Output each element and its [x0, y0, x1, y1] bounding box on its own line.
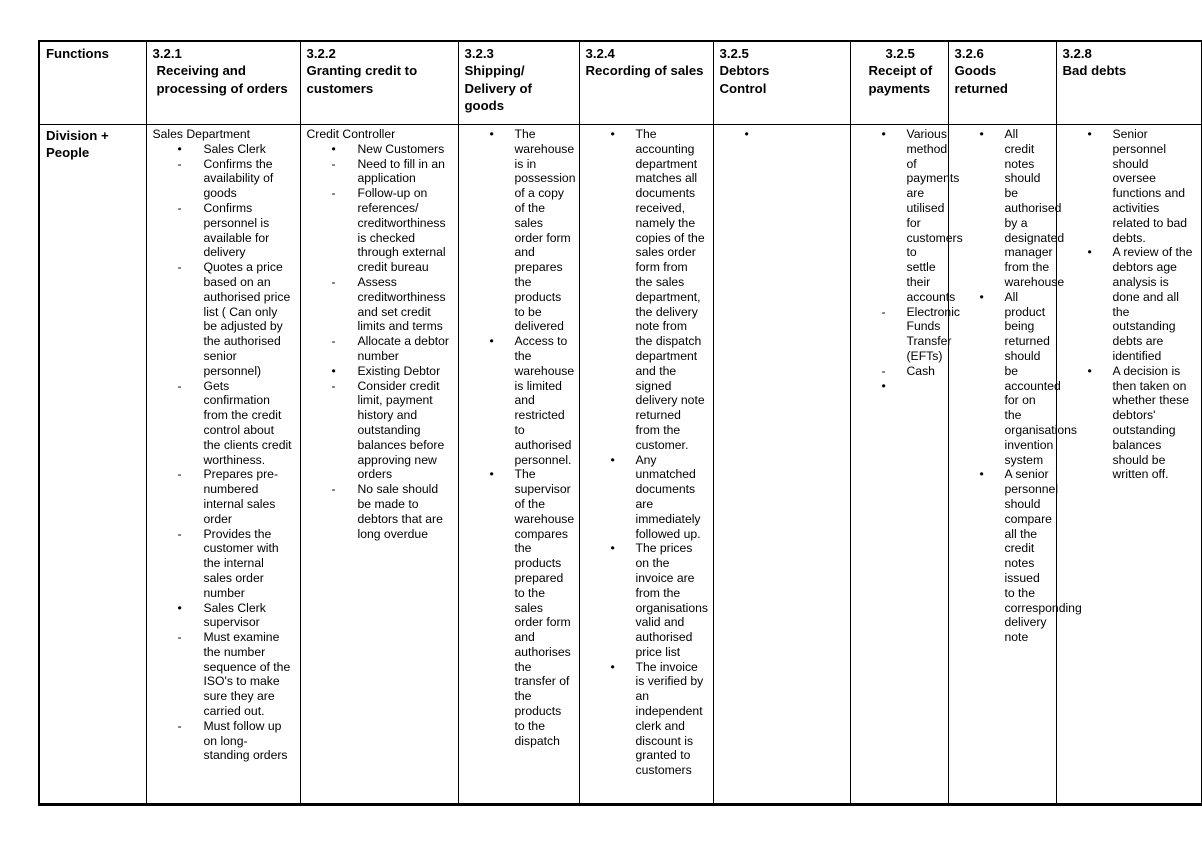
item-text: The warehouse is in possession of a copy of the sales order form and prepares the products to be delivered — [514, 127, 576, 334]
bullet-icon: • — [1087, 127, 1092, 141]
cell-shipping-delivery — [458, 125, 579, 805]
column-title: Receipt of payments — [868, 63, 933, 96]
bullet-icon: • — [331, 363, 336, 378]
functions-label: Functions — [39, 41, 146, 125]
item-text: Gets confirmation from the credit control about the clients credit worthiness. — [203, 378, 292, 467]
dash-icon: - — [881, 363, 886, 378]
item-list — [857, 127, 963, 393]
dash-icon: - — [177, 630, 182, 645]
item-text: Must follow up on long-standing orders — [203, 718, 288, 763]
cell-intro: Sales Department — [152, 127, 251, 141]
list-item — [586, 541, 707, 659]
list-item — [465, 127, 576, 334]
list-item — [307, 364, 452, 379]
dash-icon: - — [331, 482, 336, 497]
column-header — [948, 41, 1056, 125]
dash-icon: - — [177, 526, 182, 541]
item-text: Need to fill in an application — [357, 156, 445, 186]
list-item — [955, 467, 1082, 645]
list-item — [307, 186, 452, 275]
column-code: 3.2.8 — [1062, 46, 1092, 61]
bullet-icon: • — [610, 541, 615, 556]
item-text: All product being returned should be accounted for on the organisations invention system — [1004, 289, 1077, 467]
bullet-icon: • — [177, 600, 182, 615]
list-item — [955, 127, 1065, 290]
column-header — [146, 41, 300, 125]
column-code: 3.2.4 — [585, 46, 615, 61]
item-text: Various method of payments are utilised for customers to settle their accounts — [906, 127, 963, 304]
bullet-icon: • — [1087, 363, 1092, 378]
cell-receipt-payments — [850, 125, 963, 805]
item-text: Prepares pre-numbered internal sales order — [203, 467, 279, 526]
bullet-icon: • — [489, 467, 494, 482]
column-code: 3.2.3 — [464, 46, 494, 61]
dash-icon: - — [177, 260, 182, 275]
bullet-icon: • — [979, 467, 984, 482]
column-title: Goods returned — [954, 63, 1008, 96]
internal-control-table — [38, 40, 1202, 806]
bullet-icon: • — [1087, 245, 1092, 260]
list-item — [153, 201, 294, 260]
cell-bad-debts — [1056, 125, 1201, 805]
list-item — [465, 467, 573, 748]
item-text: The invoice is verified by an independent clerk and discount is granted to customers — [635, 659, 704, 778]
item-list — [153, 142, 294, 763]
item-text: Confirms the availability of goods — [203, 156, 274, 201]
list-item — [153, 157, 294, 201]
item-text: The accounting department matches all documents received, namely the copies of the sales order form from the sales department, the delivery note from the dispatch department and the signed delivery note returned from the customer. — [635, 127, 705, 452]
column-title: Shipping/ Delivery of goods — [464, 63, 532, 114]
item-text: The prices on the invoice are from the organisations valid and authorised price list — [635, 541, 708, 659]
item-list — [955, 127, 1082, 645]
column-header — [458, 41, 579, 125]
column-header — [713, 41, 850, 125]
cell-recording-sales — [579, 125, 713, 805]
list-item — [307, 157, 452, 187]
dash-icon: - — [177, 200, 182, 215]
item-text: A senior personnel should compare all the credit notes issued to the corresponding delivery note — [1004, 467, 1082, 645]
bullet-icon: • — [881, 378, 886, 393]
list-item — [955, 289, 1077, 468]
list-item — [153, 260, 294, 378]
item-text: All credit notes should be authorised by a designated manager from the warehouse — [1004, 127, 1065, 289]
item-text: Follow-up on references/ creditworthiness is checked through external credit bureau — [357, 186, 446, 275]
header-row — [39, 41, 1201, 125]
cell-goods-returned — [948, 125, 1082, 805]
list-item — [307, 334, 452, 364]
dash-icon: - — [331, 334, 336, 349]
cell-intro: Credit Controller — [306, 127, 396, 141]
item-text: Electronic Funds Transfer (EFTs) — [906, 304, 961, 363]
bullet-icon: • — [979, 127, 984, 141]
list-item — [153, 527, 294, 601]
item-text: Any unmatched documents are immediately followed up. — [635, 452, 701, 541]
column-title: Debtors Control — [719, 63, 770, 96]
list-item — [307, 482, 452, 541]
item-text: Assess creditworthiness and set credit limits and terms — [357, 274, 446, 334]
item-text: No sale should be made to debtors that are long overdue — [357, 482, 443, 541]
bullet-icon: • — [610, 452, 615, 467]
item-text: Allocate a debtor number — [357, 334, 449, 363]
dash-icon: - — [331, 156, 336, 171]
list-item — [857, 304, 961, 364]
list-item — [857, 364, 942, 379]
item-text: A review of the debtors age analysis is done and all the outstanding debts are identified — [1112, 245, 1193, 363]
list-item — [586, 127, 707, 453]
bullet-icon: • — [881, 127, 886, 141]
list-item — [1063, 127, 1195, 245]
dash-icon: - — [177, 378, 182, 393]
list-item — [153, 142, 294, 157]
item-text: Existing Debtor — [357, 363, 441, 378]
item-text: Must examine the number sequence of the ISO's to make sure they are carried out. — [203, 630, 291, 719]
list-item — [153, 467, 294, 526]
column-code: 3.2.1 — [152, 46, 182, 61]
item-text: Provides the customer with the internal sales order number — [203, 526, 279, 600]
column-title: Granting credit to customers — [306, 63, 418, 96]
bullet-icon: • — [744, 127, 749, 141]
list-item — [465, 334, 573, 467]
dash-icon: - — [177, 718, 182, 733]
column-header — [850, 41, 948, 125]
item-text: The supervisor of the warehouse compares the products prepared to the sales order form and authorises the transfer of the products to the dispatch — [514, 467, 575, 748]
list-item — [857, 127, 963, 305]
list-item — [1063, 245, 1195, 363]
list-item — [307, 275, 452, 334]
column-header — [579, 41, 713, 125]
bullet-icon: • — [331, 141, 336, 156]
item-text: A decision is then taken on whether these debtors' outstanding balances should be written off. — [1112, 363, 1190, 482]
dash-icon: - — [331, 186, 336, 201]
dash-icon: - — [331, 274, 336, 289]
item-text: Consider credit limit, payment history and outstanding balances before approving new orders — [357, 378, 445, 482]
column-code: 3.2.6 — [954, 46, 984, 61]
item-list — [307, 142, 452, 542]
item-list — [586, 127, 707, 778]
list-item — [153, 379, 294, 468]
cell-debtors-control — [713, 125, 850, 805]
item-list — [465, 127, 576, 748]
item-text: Sales Clerk supervisor — [203, 600, 266, 630]
bullet-icon: • — [979, 289, 984, 304]
item-text: Confirms personnel is available for delivery — [203, 200, 270, 260]
column-title: Recording of sales — [585, 63, 704, 79]
dash-icon: - — [881, 304, 886, 319]
dash-icon: - — [331, 378, 336, 393]
division-people-row — [39, 125, 1201, 805]
item-text: Access to the warehouse is limited and restricted to authorised personnel. — [514, 334, 575, 467]
dash-icon: - — [177, 156, 182, 171]
list-item — [153, 719, 294, 763]
bullet-icon: • — [610, 659, 615, 674]
cell-receiving-orders — [146, 125, 300, 805]
item-list — [1063, 127, 1195, 482]
list-item — [1063, 364, 1195, 482]
list-item — [307, 142, 452, 157]
dash-icon: - — [177, 467, 182, 482]
list-item — [586, 660, 707, 778]
bullet-icon: • — [489, 127, 494, 141]
column-header — [300, 41, 458, 125]
column-title: Receiving and processing of orders — [156, 63, 288, 96]
item-text: Sales Clerk — [203, 141, 266, 156]
division-people-label: Division + People — [39, 125, 146, 805]
list-item — [307, 379, 452, 483]
list-item — [586, 453, 707, 542]
column-code: 3.2.2 — [306, 46, 336, 61]
list-item — [153, 601, 294, 631]
list-item — [153, 630, 294, 719]
column-header — [1056, 41, 1201, 125]
item-text: Quotes a price based on an authorised price list ( Can only be adjusted by the authorised senior personnel) — [203, 260, 291, 378]
item-text: New Customers — [357, 141, 445, 156]
column-code: 3.2.5 — [719, 46, 749, 61]
bullet-icon: • — [610, 127, 615, 141]
item-text: Senior personnel should oversee functions and activities related to bad debts. — [1112, 127, 1188, 245]
item-text: Cash — [906, 363, 935, 378]
bullet-icon: • — [489, 334, 494, 349]
column-code: 3.2.5 — [885, 46, 915, 61]
column-title: Bad debts — [1062, 63, 1127, 79]
bullet-icon: • — [177, 141, 182, 156]
cell-granting-credit — [300, 125, 458, 805]
